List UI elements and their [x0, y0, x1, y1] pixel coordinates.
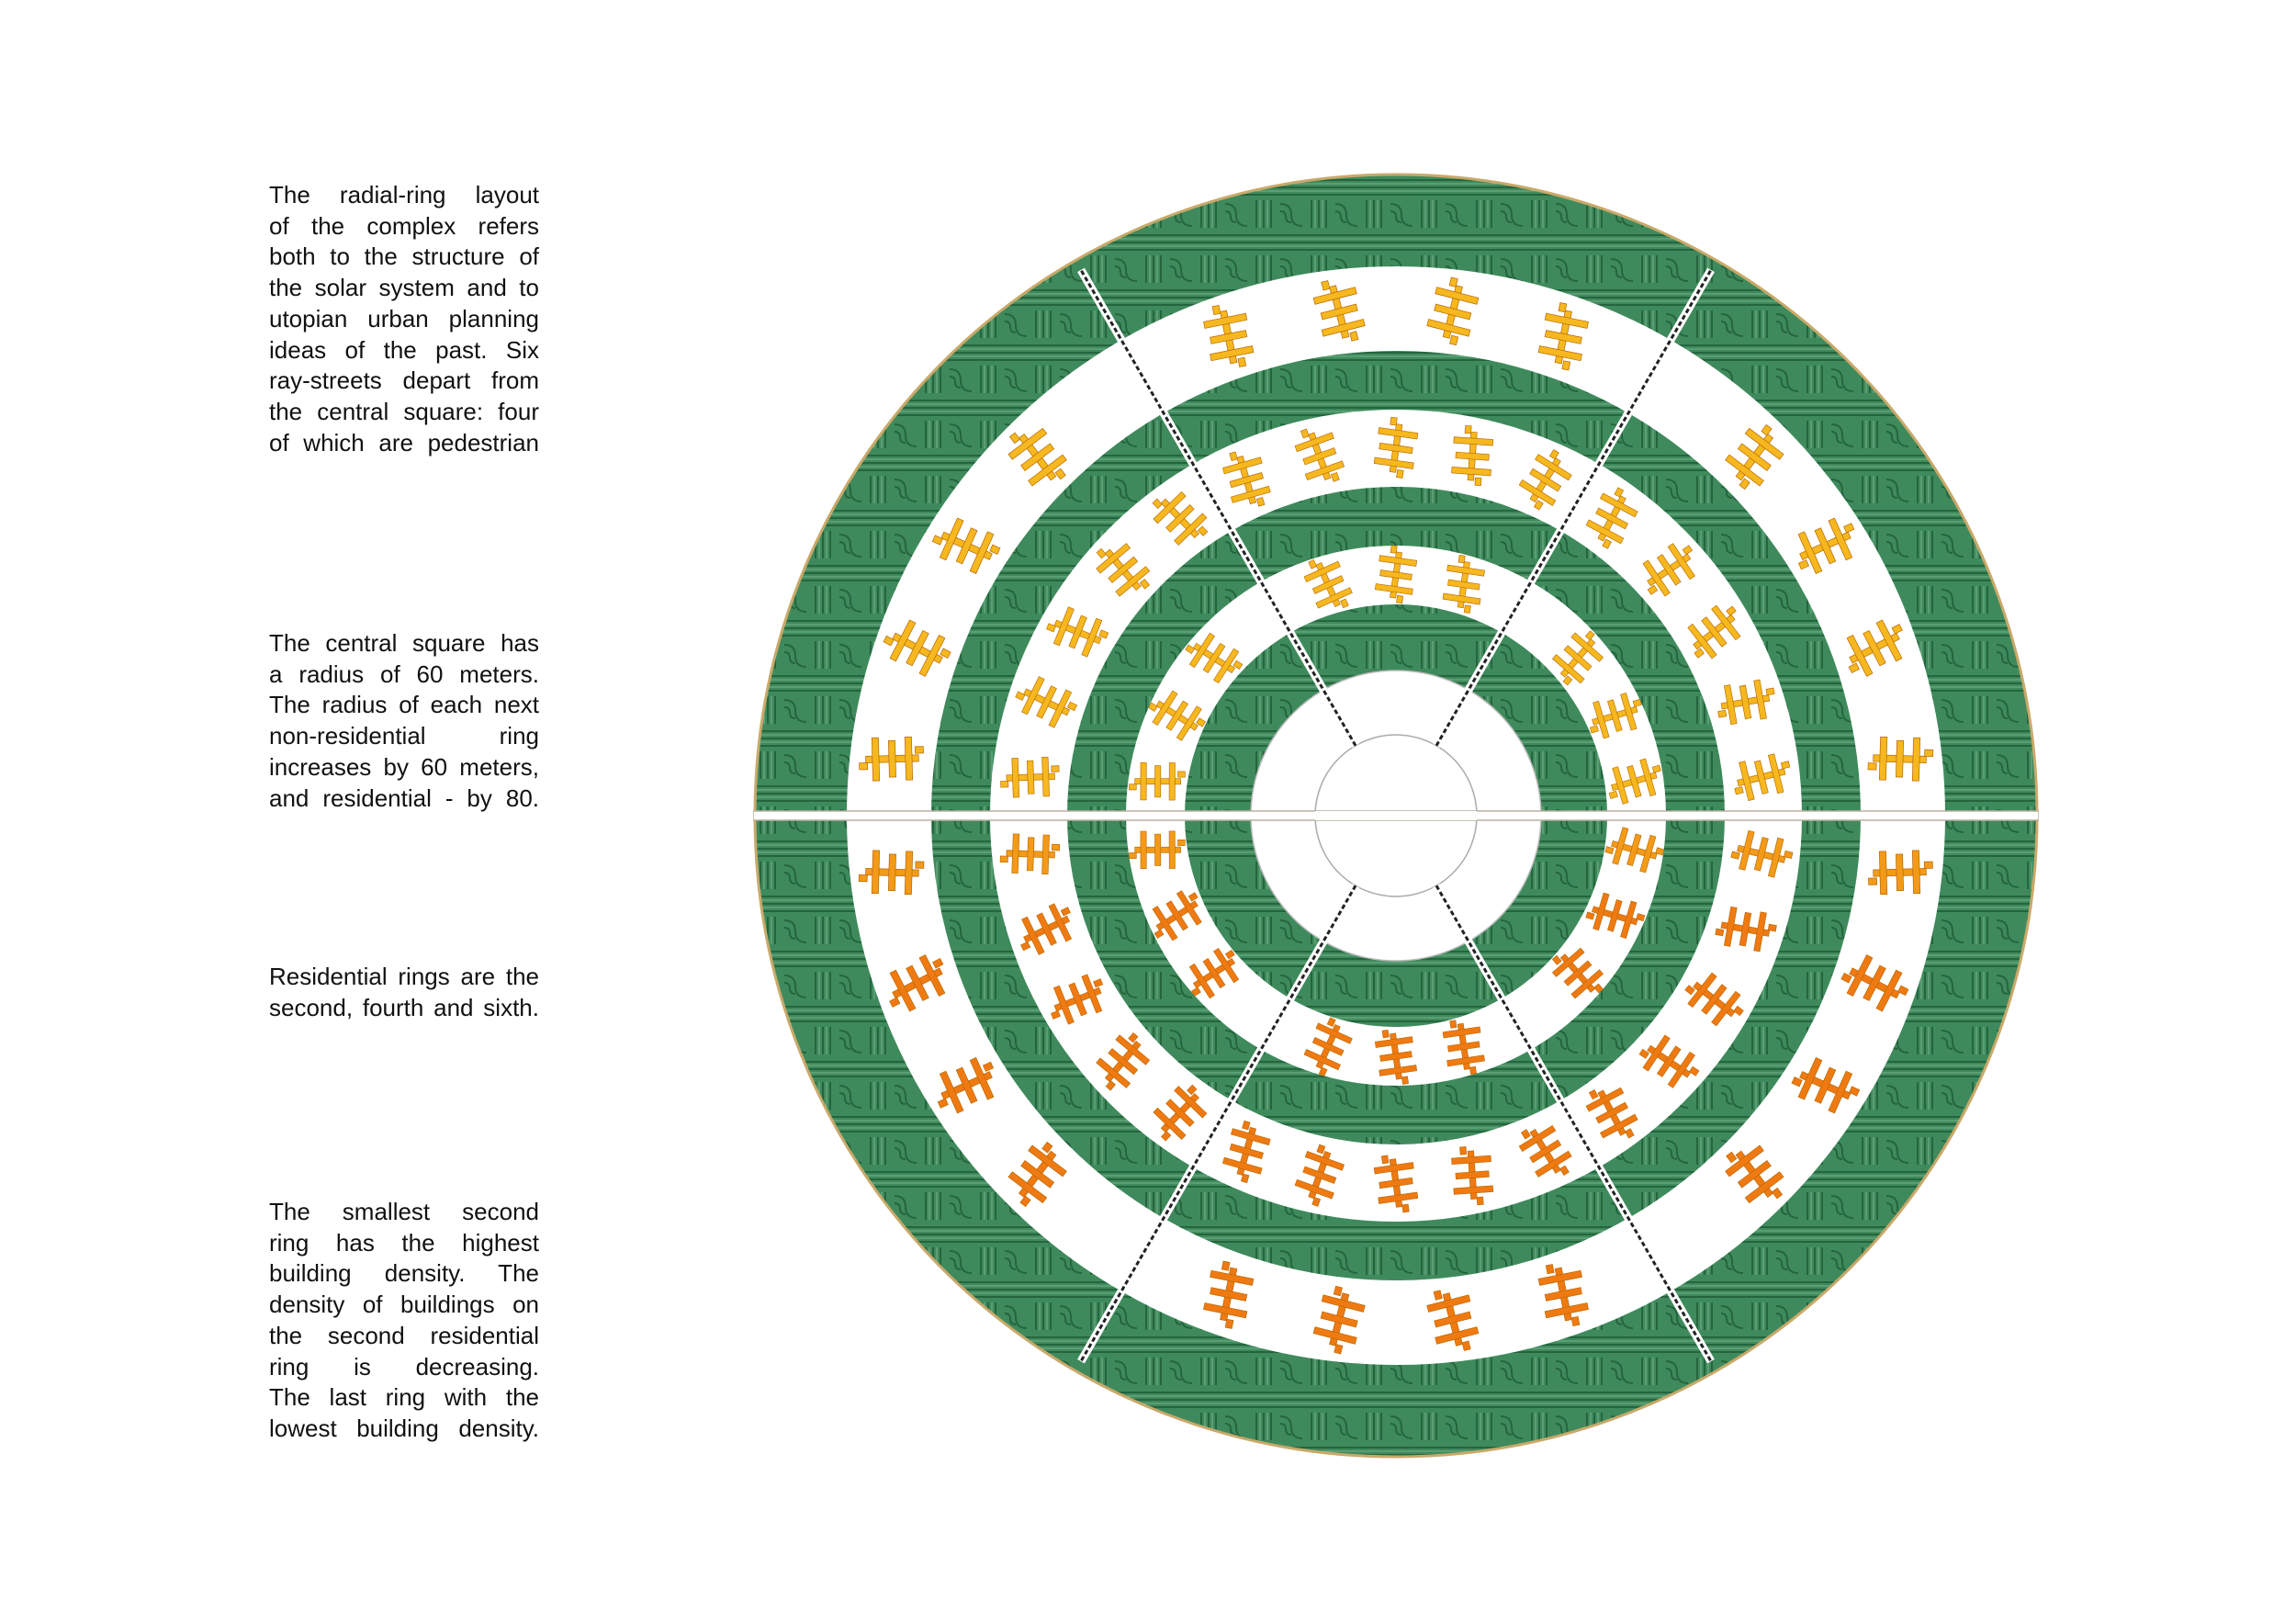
paragraph-line: building density. The — [269, 1259, 539, 1288]
radial-ring-plan — [753, 173, 2039, 1459]
paragraph-line: the second residential — [269, 1321, 539, 1349]
paragraph-layout — [269, 180, 539, 458]
paragraph-line: Residential rings are the — [269, 963, 539, 990]
paragraph-line: The central square has — [269, 629, 539, 657]
paragraph-line: the solar system and to — [269, 274, 539, 302]
paragraph-line: the central square: four — [269, 397, 539, 425]
paragraph-line: of which are pedestrian — [269, 428, 539, 456]
main-street-center-gap — [1315, 811, 1477, 820]
paragraph-line: The smallest second — [269, 1198, 539, 1225]
paragraph-line: increases by 60 meters, — [269, 752, 539, 781]
paragraph-line: The radial-ring layout — [269, 181, 539, 209]
paragraph-line: The radius of each next — [269, 691, 539, 719]
paragraph-line: second, fourth and sixth. — [269, 993, 539, 1021]
paragraph-line: The last ring with the — [269, 1383, 539, 1412]
paragraph-line: utopian urban planning — [269, 304, 539, 332]
paragraph-line: ring has the highest — [269, 1228, 539, 1257]
paragraph-line: non-residential ring — [269, 722, 539, 750]
paragraph-line: of the complex refers — [269, 211, 539, 240]
paragraph-line: ideas of the past. Six — [269, 335, 539, 364]
paragraph-line: and residential - by 80. — [269, 783, 539, 812]
paragraph-line: ring is decreasing. — [269, 1352, 539, 1381]
paragraph-line: a radius of 60 meters. — [269, 659, 539, 688]
paragraph-central-square — [269, 628, 539, 814]
paragraph-line: ray-streets depart from — [269, 366, 539, 395]
paragraph-line: lowest building density. — [269, 1414, 539, 1442]
paragraph-residential-rings — [269, 962, 539, 1023]
paragraph-line: density of buildings on — [269, 1291, 539, 1319]
paragraph-building-density — [269, 1197, 539, 1445]
paragraph-line: both to the structure of — [269, 242, 539, 271]
